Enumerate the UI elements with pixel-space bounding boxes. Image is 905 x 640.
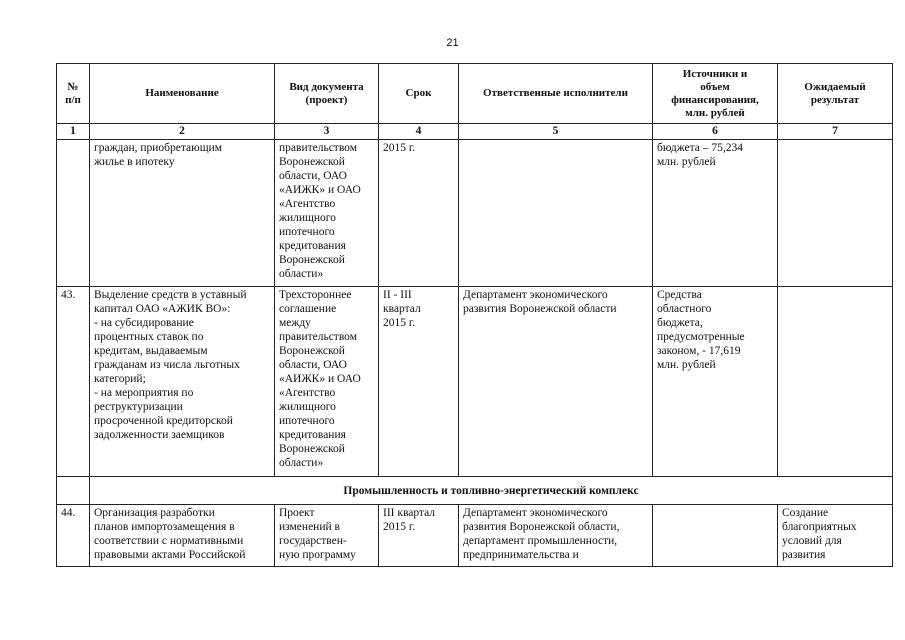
header-row: [57, 64, 893, 124]
row-financing: бюджета – 75,234 млн. рублей: [653, 140, 778, 287]
row-executors: Департамент экономического развития Воронежской области: [459, 287, 653, 477]
column-numbers-row: [57, 124, 893, 140]
header-document-type: Вид документа (проект): [275, 64, 379, 124]
header-number: № п/п: [57, 64, 90, 124]
row-expected-result: [778, 140, 893, 287]
section-title: Промышленность и топливно-энергетический комплекс: [90, 477, 893, 505]
header-term: Срок: [379, 64, 459, 124]
row-name: Выделение средств в уставный капитал ОАО «АЖИК ВО»: - на субсидирование процентных ставок по кредитам, выдаваемым гражданам из числа льготных категорий; - на мероприятия по реструктуризации просроченной кредиторской задолженности заемщиков: [90, 287, 275, 477]
column-number: 5: [459, 124, 653, 140]
row-name: граждан, приобретающим жилье в ипотеку: [90, 140, 275, 287]
column-number: 3: [275, 124, 379, 140]
row-financing: Средства областного бюджета, предусмотренные законом, - 17,619 млн. рублей: [653, 287, 778, 477]
row-expected-result: [778, 287, 893, 477]
table-row: [57, 287, 893, 477]
row-number: 44.: [57, 505, 90, 567]
row-term: III квартал 2015 г.: [379, 505, 459, 567]
header-financing: Источники и объем финансирования, млн. рублей: [653, 64, 778, 124]
row-number: 43.: [57, 287, 90, 477]
header-executors: Ответственные исполнители: [459, 64, 653, 124]
header-name: Наименование: [90, 64, 275, 124]
column-number: 1: [57, 124, 90, 140]
row-executors: Департамент экономического развития Воронежской области, департамент промышленности, предпринимательства и: [459, 505, 653, 567]
table-row: [57, 140, 893, 287]
row-name: Организация разработки планов импортозамещения в соответствии с нормативными правовыми актами Российской: [90, 505, 275, 567]
row-term: 2015 г.: [379, 140, 459, 287]
row-document-type: Проект изменений в государствен- ную программу: [275, 505, 379, 567]
row-number: [57, 140, 90, 287]
page-number: 21: [446, 37, 459, 49]
row-term: II - III квартал 2015 г.: [379, 287, 459, 477]
column-number: 7: [778, 124, 893, 140]
column-number: 2: [90, 124, 275, 140]
table-row: [57, 505, 893, 567]
column-number: 4: [379, 124, 459, 140]
row-document-type: Трехстороннее соглашение между правительством Воронежской области, ОАО «АИЖК» и ОАО «Агентство жилищного ипотечного кредитования Воронежской области»: [275, 287, 379, 477]
row-expected-result: Создание благоприятных условий для развития: [778, 505, 893, 567]
section-number-cell: [57, 477, 90, 505]
header-expected-result: Ожидаемый результат: [778, 64, 893, 124]
plan-table: [56, 63, 893, 567]
row-financing: [653, 505, 778, 567]
row-document-type: правительством Воронежской области, ОАО «АИЖК» и ОАО «Агентство жилищного ипотечного кредитования Воронежской области»: [275, 140, 379, 287]
column-number: 6: [653, 124, 778, 140]
section-row: [57, 477, 893, 505]
row-executors: [459, 140, 653, 287]
